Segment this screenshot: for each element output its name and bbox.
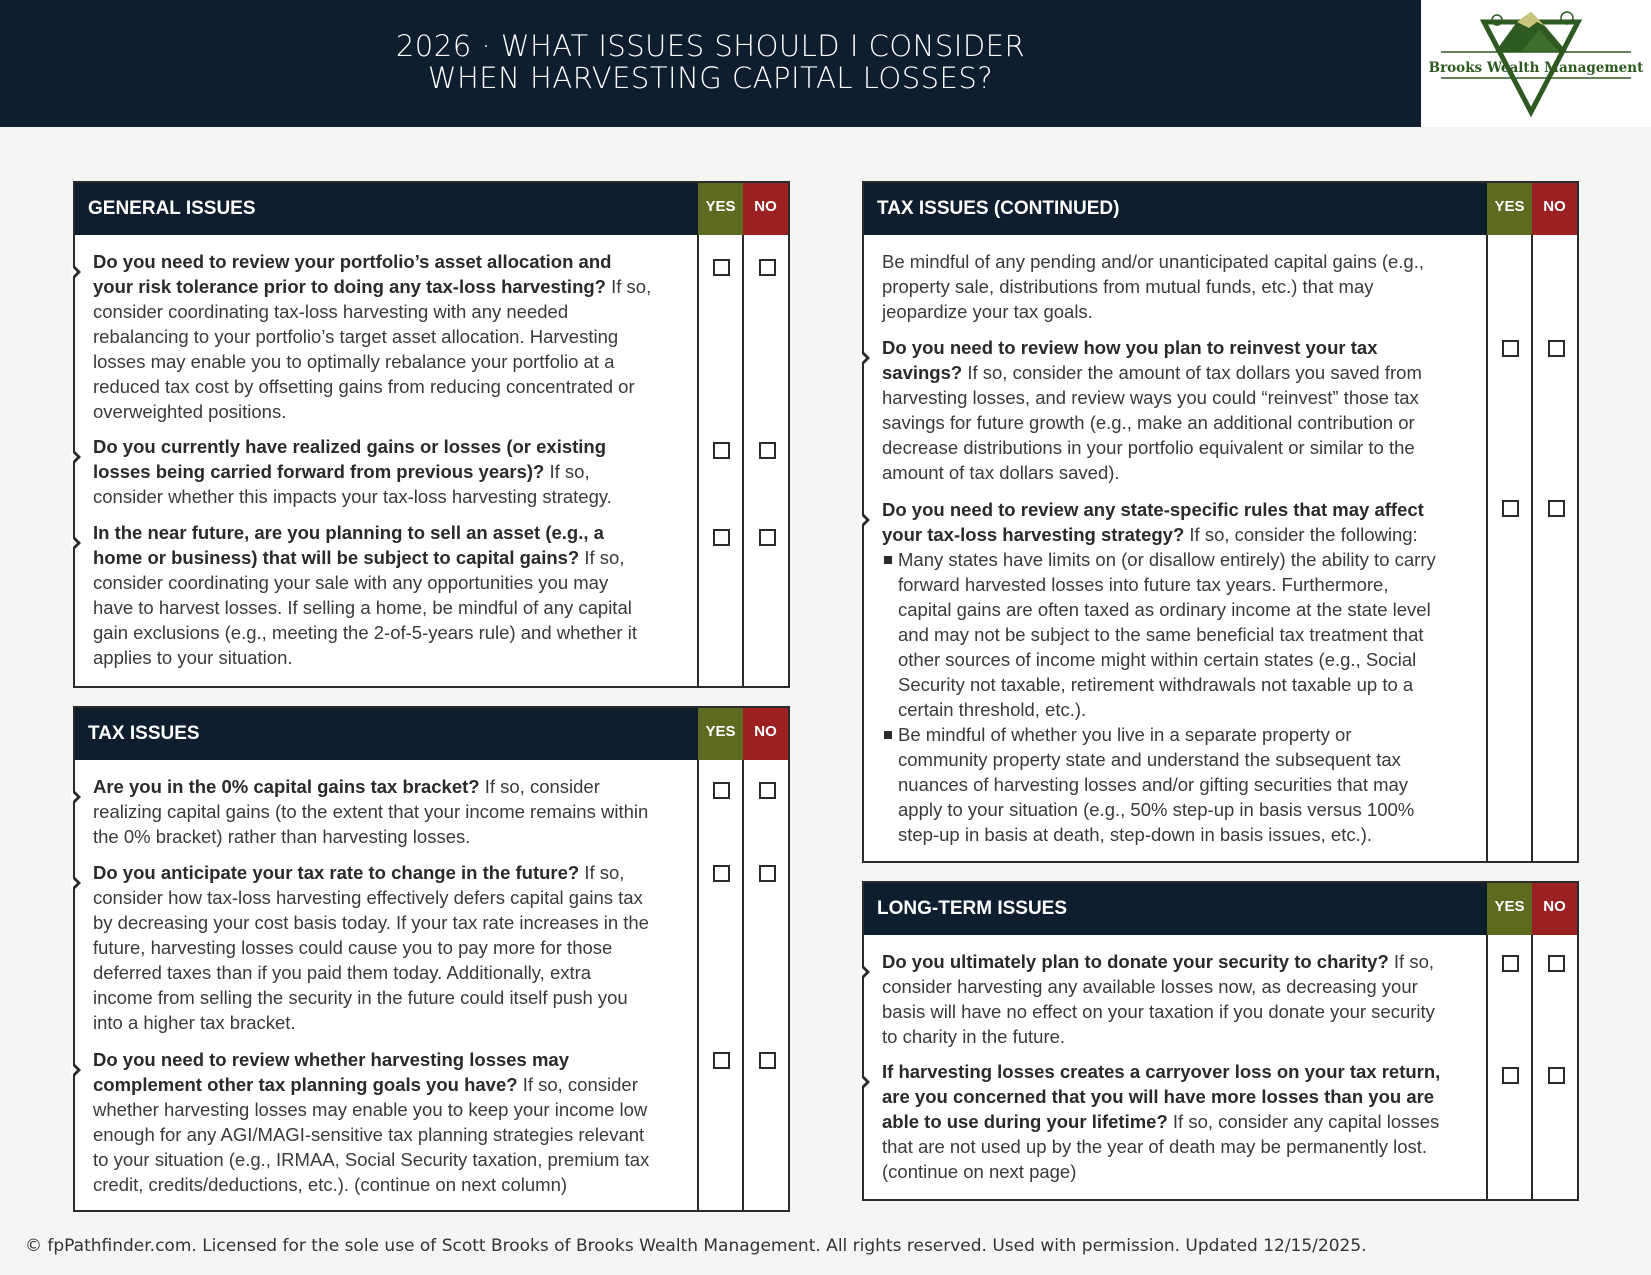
tax-issues-card — [73, 706, 790, 1212]
column-divider — [742, 235, 744, 686]
no-checkbox[interactable] — [1548, 955, 1565, 972]
question-guidance: If so, consider the following: — [1189, 524, 1418, 545]
bullet-list — [882, 547, 1442, 847]
general-issues-header — [75, 183, 788, 235]
page-header — [0, 0, 1421, 127]
question-guidance: If so, consider any capital losses that are not used up by the year of death may be permanently lost. (continue on next page) — [882, 1111, 1440, 1182]
question-item — [882, 335, 1442, 485]
company-logo — [1421, 0, 1651, 127]
no-column-label: NO — [743, 708, 788, 760]
arrow-marker-icon — [73, 264, 81, 280]
question-item — [93, 520, 653, 670]
arrow-marker-icon — [73, 449, 81, 465]
arrow-marker-icon — [73, 535, 81, 551]
yes-checkbox[interactable] — [713, 442, 730, 459]
question-item — [93, 860, 653, 1035]
tax-issues-continued-header — [864, 183, 1577, 235]
yes-column-label: YES — [698, 708, 743, 760]
question-text: Do you anticipate your tax rate to change in the future? — [93, 862, 585, 883]
question-text: Do you ultimately plan to donate your security to charity? — [882, 951, 1394, 972]
long-term-issues-card — [862, 881, 1579, 1201]
question-guidance: If so, consider harvesting any available losses now, as decreasing your basis will have no effect on your taxation if you donate your security to charity in the future. — [882, 951, 1435, 1047]
question-text: Do you need to review whether harvesting losses may complement other tax planning goals you have? — [93, 1049, 570, 1095]
yes-checkbox[interactable] — [1502, 1067, 1519, 1084]
question-text: In the near future, are you planning to sell an asset (e.g., a home or business) that will be subject to capital gains? — [93, 522, 604, 568]
no-checkbox[interactable] — [759, 259, 776, 276]
no-checkbox[interactable] — [1548, 500, 1565, 517]
question-item — [882, 949, 1442, 1049]
column-divider — [697, 235, 699, 686]
yes-column-label: YES — [1487, 183, 1532, 235]
no-column-label: NO — [1532, 183, 1577, 235]
yes-checkbox[interactable] — [713, 259, 730, 276]
yes-checkbox[interactable] — [713, 1052, 730, 1069]
section-title: LONG-TERM ISSUES — [877, 898, 1068, 919]
column-divider — [1531, 935, 1533, 1199]
long-term-issues-header — [864, 883, 1577, 935]
question-guidance: If so, consider coordinating tax-loss harvesting with any needed rebalancing to your portfolio’s target asset allocation. Harvesting losses may enable you to optimally rebalance your portfolio at a reduced tax cost by offsetting gains from reducing concentrated or overweighted positions. — [93, 276, 652, 422]
question-item — [93, 774, 653, 849]
arrow-marker-icon — [73, 1062, 81, 1078]
question-guidance: If so, consider the amount of tax dollars you saved from harvesting losses, and review ways you could “reinvest” those tax savings for future growth (e.g., make an additional contribution or decrease distributions in your portfolio equivalent or similar to the amount of tax dollars saved). — [882, 362, 1422, 483]
column-divider — [742, 760, 744, 1210]
column-divider — [1486, 935, 1488, 1199]
arrow-marker-icon — [73, 789, 81, 805]
column-divider — [697, 760, 699, 1210]
question-guidance: If so, consider whether harvesting losses may enable you to keep your income low enough for any AGI/MAGI-sensitive tax planning strategies relevant to your situation (e.g., IRMAA, Social Security taxation, premium tax credit, credits/deductions, etc.). (continue on next column) — [93, 1074, 650, 1195]
yes-checkbox[interactable] — [713, 782, 730, 799]
yes-column-label: YES — [1487, 883, 1532, 935]
no-checkbox[interactable] — [759, 782, 776, 799]
question-item — [93, 249, 653, 424]
yes-checkbox[interactable] — [1502, 500, 1519, 517]
yes-checkbox[interactable] — [713, 865, 730, 882]
page-title-line1: 2026 · WHAT ISSUES SHOULD I CONSIDER — [395, 29, 1026, 63]
section-title: TAX ISSUES (CONTINUED) — [877, 198, 1120, 219]
arrow-marker-icon — [862, 512, 870, 528]
question-item — [93, 434, 653, 509]
section-title: TAX ISSUES — [88, 723, 200, 744]
no-checkbox[interactable] — [1548, 1067, 1565, 1084]
arrow-marker-icon — [862, 350, 870, 366]
question-text: Do you currently have realized gains or losses (or existing losses being carried forward from previous years)? — [93, 436, 607, 482]
bullet-item: Be mindful of whether you live in a separate property or community property state and understand the subsequent tax nuances of harvesting losses and/or gifting securities that may apply to your situation (e.g., 50% step-up in basis versus 100% step-up in basis at death, step-down in basis issues, etc.). — [882, 722, 1442, 847]
no-column-label: NO — [743, 183, 788, 235]
column-divider — [1531, 235, 1533, 861]
no-checkbox[interactable] — [759, 442, 776, 459]
question-text: Are you in the 0% capital gains tax bracket? — [93, 776, 485, 797]
arrow-marker-icon — [862, 1074, 870, 1090]
arrow-marker-icon — [73, 875, 81, 891]
page-title-line2: WHEN HARVESTING CAPITAL LOSSES? — [427, 61, 994, 95]
section-title: GENERAL ISSUES — [88, 198, 256, 219]
column-divider — [1486, 235, 1488, 861]
bullet-item: Many states have limits on (or disallow entirely) the ability to carry forward harvested losses into future tax years. Furthermore, capital gains are often taxed as ordinary income at the state level and may not be subject to the same beneficial tax treatment that other sources of income might within certain states (e.g., Social Security not taxable, retirement withdrawals not taxable up to a certain threshold, etc.). — [882, 547, 1442, 722]
general-issues-card — [73, 181, 790, 688]
arrow-marker-icon — [862, 964, 870, 980]
intro-text: Be mindful of any pending and/or unanticipated capital gains (e.g., property sale, distributions from mutual funds, etc.) that may jeopardize your tax goals. — [882, 251, 1425, 322]
question-text: Do you need to review your portfolio’s asset allocation and your risk tolerance prior to doing any tax-loss harvesting? — [93, 251, 612, 297]
no-checkbox[interactable] — [759, 865, 776, 882]
question-item — [882, 497, 1442, 847]
no-column-label: NO — [1532, 883, 1577, 935]
yes-checkbox[interactable] — [713, 529, 730, 546]
question-text: Do you need to review how you plan to reinvest your tax savings? — [882, 337, 1378, 383]
tax-issues-header — [75, 708, 788, 760]
question-guidance: If so, consider whether this impacts your tax-loss harvesting strategy. — [93, 461, 612, 507]
question-guidance: If so, consider realizing capital gains (to the extent that your income remains within the 0% bracket) rather than harvesting losses. — [93, 776, 649, 847]
no-checkbox[interactable] — [759, 529, 776, 546]
question-text: Do you need to review any state-specific rules that may affect your tax-loss harvesting strategy? — [882, 499, 1424, 545]
question-item — [882, 1059, 1442, 1184]
yes-checkbox[interactable] — [1502, 955, 1519, 972]
no-checkbox[interactable] — [759, 1052, 776, 1069]
tax-issues-continued-card — [862, 181, 1579, 863]
yes-column-label: YES — [698, 183, 743, 235]
yes-checkbox[interactable] — [1502, 340, 1519, 357]
no-checkbox[interactable] — [1548, 340, 1565, 357]
copyright-footer: © fpPathfinder.com. Licensed for the sole use of Scott Brooks of Brooks Wealth Management. All rights reserved. Used with permission. Updated 12/15/2025. — [25, 1236, 1367, 1256]
question-item — [93, 1047, 653, 1197]
question-guidance: If so, consider coordinating your sale with any opportunities you may have to harvest losses. If selling a home, be mindful of any capital gain exclusions (e.g., meeting the 2-of-5-years rule) and whether it applies to your situation. — [93, 547, 637, 668]
question-text: If harvesting losses creates a carryover loss on your tax return, are you concerned that you will have more losses than you are able to use during your lifetime? — [882, 1061, 1441, 1132]
question-guidance: If so, consider how tax-loss harvesting effectively defers capital gains tax by decreasing your cost basis today. If your tax rate increases in the future, harvesting losses could cause you to pay more for those deferred taxes than if you paid them today. Additionally, extra income from selling the security in the future could itself push you into a higher tax bracket. — [93, 862, 649, 1033]
logo-text: Brooks Wealth Management — [1428, 60, 1644, 76]
